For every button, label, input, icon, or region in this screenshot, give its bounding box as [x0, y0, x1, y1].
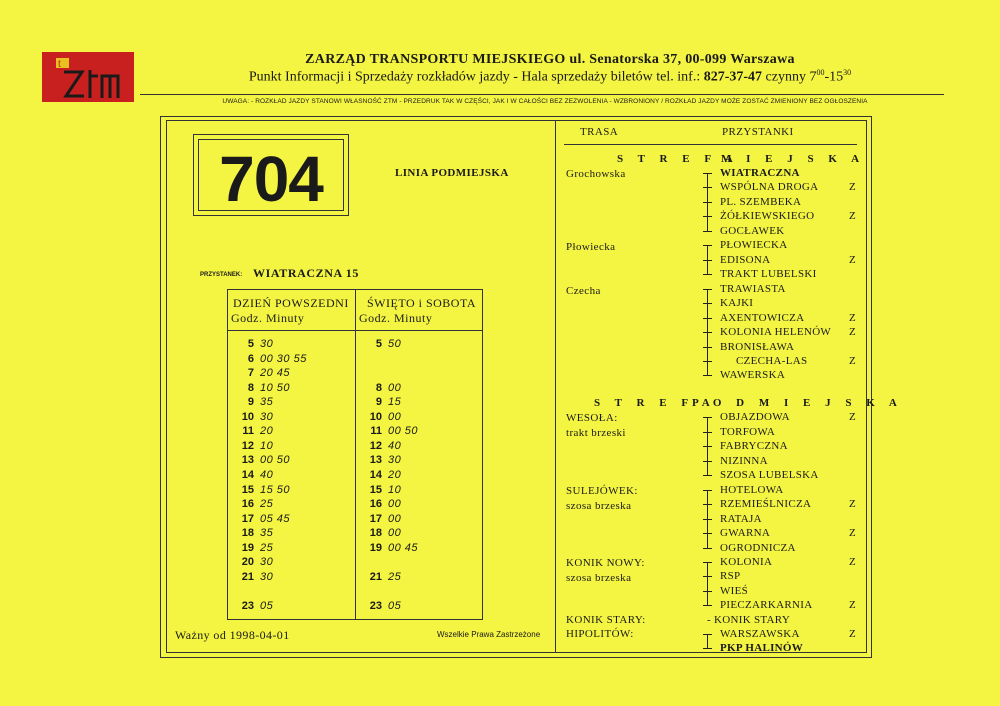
line-number-inner [198, 139, 344, 215]
route-stop: PIECZARKARNIA [720, 599, 813, 611]
minutes: 20 [260, 425, 274, 438]
minutes: 20 45 [260, 367, 291, 380]
request-stop-mark: Z [849, 181, 856, 193]
route-stop: EDISONA [720, 254, 771, 266]
zone-suburban-right: P O D M I E J S K A [692, 397, 903, 409]
minutes: 00 [388, 410, 402, 423]
route-stop: GWARNA [720, 527, 771, 539]
hour: 21 [369, 570, 382, 583]
minutes: 30 [260, 410, 274, 423]
request-stop-mark: Z [849, 628, 856, 640]
hour: 12 [241, 439, 254, 452]
hour: 10 [369, 410, 382, 423]
hour: 23 [369, 599, 382, 612]
route-tick [703, 417, 712, 418]
minutes: 05 [388, 599, 402, 612]
stop-name: WIATRACZNA 15 [253, 266, 359, 280]
route-tick [703, 576, 712, 577]
hour: 17 [241, 512, 254, 525]
route-connector [707, 562, 708, 605]
minutes: 30 [260, 338, 274, 350]
route-stop: FABRYCZNA [720, 440, 788, 452]
minutes: 00 50 [260, 454, 291, 467]
line-number: 704 [219, 143, 323, 215]
info-phone: 827-37-47 [703, 69, 763, 85]
hour: 17 [369, 512, 382, 525]
route-stop: AXENTOWICZA [720, 312, 805, 324]
route-tick [703, 375, 712, 376]
minutes: 35 [260, 527, 274, 540]
minutes: 10 [260, 439, 274, 452]
route-column-header: TRASA [580, 126, 619, 138]
route-stop: PL. SZEMBEKA [720, 196, 802, 208]
hour: 11 [242, 425, 254, 438]
info-hours-sup1: 00 [816, 68, 825, 77]
route-tick [703, 562, 712, 563]
route-street: Płowiecka [566, 241, 616, 253]
minutes: 30 [260, 570, 274, 583]
route-tick [703, 216, 712, 217]
request-stop-mark: Z [849, 210, 856, 222]
minutes: 15 [388, 396, 402, 409]
route-tick [703, 231, 712, 232]
route-street: KONIK STARY: [566, 614, 646, 626]
route-stop: HOTELOWA [720, 484, 784, 496]
route-stop: KAJKI [720, 297, 754, 309]
minutes: 00 [388, 381, 402, 394]
hour: 5 [375, 338, 382, 350]
minutes: 00 30 55 [260, 352, 307, 365]
route-stop: CZECHA-LAS [736, 355, 808, 367]
hour: 12 [369, 439, 382, 452]
hour: 11 [370, 425, 382, 438]
hour: 6 [247, 352, 254, 365]
route-tick [703, 446, 712, 447]
route-stop: TORFOWA [720, 426, 776, 438]
info-line [150, 68, 950, 86]
hour: 8 [247, 381, 254, 394]
request-stop-mark: Z [849, 498, 856, 510]
hour: 14 [369, 468, 382, 481]
route-stop: KOLONIA HELENÓW [720, 326, 832, 338]
org-name: ZARZĄD TRANSPORTU MIEJSKIEGO ul. Senatorska 37, 00-099 Warszawa [305, 52, 795, 67]
request-stop-mark: Z [849, 599, 856, 611]
ztm-logo [42, 52, 134, 102]
hour: 15 [241, 483, 254, 496]
stops-column-header: PRZYSTANKI [722, 126, 794, 138]
route-tick [703, 475, 712, 476]
minutes: 40 [388, 439, 402, 452]
route-tick [703, 289, 712, 290]
minutes: 50 [388, 338, 402, 350]
valid-from: Ważny od 1998-04-01 [175, 628, 290, 642]
hour: 21 [241, 570, 254, 583]
route-tick [703, 519, 712, 520]
route-tick [703, 303, 712, 304]
holiday-sub: Godz. Minuty [359, 311, 433, 325]
hour: 15 [369, 483, 382, 496]
route-stop: TRAKT LUBELSKI [720, 268, 817, 280]
route-tick [703, 318, 712, 319]
minutes: 15 50 [260, 483, 291, 496]
timetable-divider [355, 289, 356, 620]
route-street: Grochowska [566, 168, 626, 180]
minutes: 25 [260, 498, 274, 511]
hour: 23 [241, 599, 254, 612]
hour: 19 [369, 541, 382, 554]
zone-suburban-left: S T R E F A [594, 397, 716, 409]
hour: 7 [247, 367, 254, 380]
route-stop: KOLONIA [720, 556, 773, 568]
timetable-header-rule [227, 330, 483, 331]
route-street: WESOŁA: [566, 412, 618, 424]
request-stop-mark: Z [849, 312, 856, 324]
route-tick [703, 605, 712, 606]
request-stop-mark: Z [849, 355, 856, 367]
route-stop: PKP HALINÓW [720, 642, 804, 654]
route-stop: RSP [720, 570, 741, 582]
minutes: 05 [260, 599, 274, 612]
hour: 8 [375, 381, 382, 394]
route-tick [703, 347, 712, 348]
route-stop: TRAWIASTA [720, 283, 786, 295]
hour: 9 [375, 396, 382, 409]
hour: 9 [247, 396, 254, 409]
info-hours-sup2: 30 [843, 68, 852, 77]
zone-city-right: M I E J S K A [721, 153, 866, 165]
hour: 16 [369, 498, 382, 511]
route-tick [703, 202, 712, 203]
minutes: 00 [388, 498, 402, 511]
route-street: szosa brzeska [566, 572, 632, 584]
route-stop: BRONISŁAWA [720, 341, 795, 353]
minutes: 10 50 [260, 381, 291, 394]
stop-label: PRZYSTANEK: [200, 272, 243, 278]
info-prefix: Punkt Informacji i Sprzedaży rozkładów jazdy - Hala sprzedaży biletów tel. inf.: [248, 69, 704, 85]
route-tick [703, 332, 712, 333]
panel-divider [555, 120, 556, 653]
hour: 19 [241, 541, 254, 554]
route-tick [703, 361, 712, 362]
route-tick [703, 245, 712, 246]
route-tick [703, 648, 712, 649]
zone-city-left: S T R E F A [617, 153, 739, 165]
route-street: SULEJÓWEK: [566, 485, 638, 497]
route-tick [703, 187, 712, 188]
route-stop: RZEMIEŚLNICZA [720, 498, 812, 510]
hour: 18 [369, 527, 382, 540]
route-tick [703, 274, 712, 275]
route-stop: WARSZAWSKA [720, 628, 800, 640]
route-tick [703, 260, 712, 261]
route-street: HIPOLITÓW: [566, 628, 634, 640]
minutes: 00 45 [388, 541, 419, 554]
route-stop: ŻÓŁKIEWSKIEGO [720, 210, 815, 222]
route-stop: - KONIK STARY [707, 614, 791, 626]
route-stop: GOCŁAWEK [720, 225, 785, 237]
info-hours-prefix: czynny 7 [762, 69, 817, 85]
minutes: 00 [388, 527, 402, 540]
route-stop: OBJAZDOWA [720, 411, 790, 423]
route-tick [703, 591, 712, 592]
route-tick [703, 461, 712, 462]
route-tick [703, 173, 712, 174]
route-stop: NIZINNA [720, 455, 768, 467]
request-stop-mark: Z [849, 254, 856, 266]
hour: 13 [241, 454, 254, 467]
hour: 13 [369, 454, 382, 467]
copyright-notice: UWAGA: - ROZKŁAD JAZDY STANOWI WŁASNOŚĆ ZTM - PRZEDRUK TAK W CZĘŚCI, JAK I W CAŁOŚCI BEZ ZEZWOLENIA - WZBRONIONY / ROZKŁAD JAZDY MOŻE ZOSTAĆ ZMIENIONY BEZ OGŁOSZENIA [222, 98, 868, 105]
route-stop: WIEŚ [720, 585, 749, 597]
minutes: 10 [388, 483, 402, 496]
hour: 16 [241, 498, 254, 511]
request-stop-mark: Z [849, 411, 856, 423]
route-stop: WAWERSKA [720, 369, 786, 381]
rights-reserved: Wszelkie Prawa Zastrzeżone [437, 630, 541, 639]
minutes: 05 45 [260, 512, 291, 525]
minutes: 00 50 [388, 425, 419, 438]
weekday-sub: Godz. Minuty [231, 311, 305, 325]
route-street: szosa brzeska [566, 500, 632, 512]
route-stop: OGRODNICZA [720, 542, 796, 554]
hour: 20 [241, 556, 254, 569]
hour: 5 [247, 338, 254, 350]
request-stop-mark: Z [849, 326, 856, 338]
minutes: 30 [260, 556, 274, 569]
minutes: 20 [388, 468, 402, 481]
route-stop: SZOSA LUBELSKA [720, 469, 819, 481]
holiday-title: ŚWIĘTO i SOBOTA [367, 296, 476, 310]
route-tick [703, 432, 712, 433]
route-header-rule [564, 144, 857, 145]
route-street: Czecha [566, 285, 601, 297]
header-rule [140, 94, 944, 95]
route-tick [703, 634, 712, 635]
route-stop: PŁOWIECKA [720, 239, 788, 251]
info-hours-mid: -15 [824, 69, 844, 85]
minutes: 25 [260, 541, 274, 554]
request-stop-mark: Z [849, 527, 856, 539]
route-tick [703, 548, 712, 549]
minutes: 25 [388, 570, 402, 583]
route-tick [703, 504, 712, 505]
route-street: trakt brzeski [566, 427, 626, 439]
minutes: 00 [388, 512, 402, 525]
route-tick [703, 533, 712, 534]
minutes: 30 [388, 454, 402, 467]
weekday-title: DZIEŃ POWSZEDNI [233, 296, 349, 310]
route-street: KONIK NOWY: [566, 557, 645, 569]
hour: 14 [241, 468, 254, 481]
route-tick [703, 490, 712, 491]
line-type: LINIA PODMIEJSKA [395, 167, 509, 179]
route-stop: WSPÓLNA DROGA [720, 181, 819, 193]
hour: 18 [241, 527, 254, 540]
route-connector [707, 634, 708, 648]
svg-text:t: t [58, 59, 61, 70]
route-stop: RATAJA [720, 513, 762, 525]
line-number-box [193, 134, 349, 216]
request-stop-mark: Z [849, 556, 856, 568]
hour: 10 [241, 410, 254, 423]
route-stop: WIATRACZNA [720, 167, 800, 179]
minutes: 35 [260, 396, 274, 409]
minutes: 40 [260, 468, 274, 481]
